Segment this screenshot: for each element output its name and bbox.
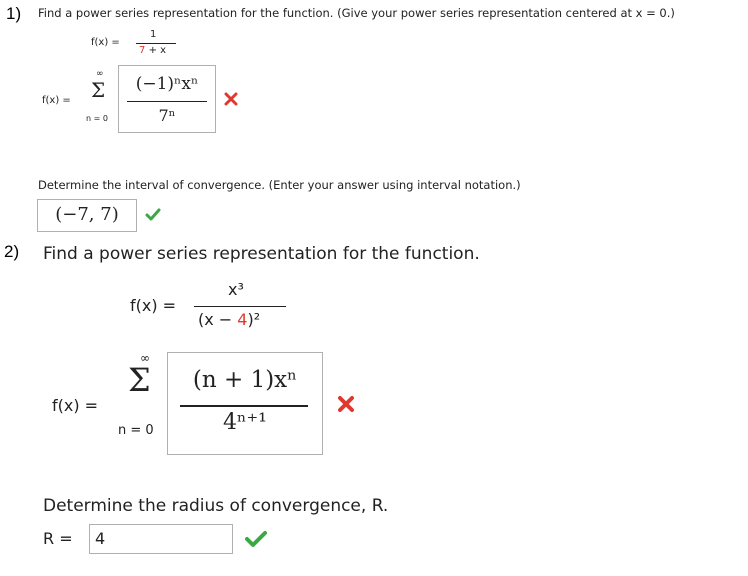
problem-2-number: 2) xyxy=(4,242,20,261)
interval-prompt: Determine the interval of convergence. (Enter your answer using interval notation.) xyxy=(38,178,521,192)
summation-icon: Σ xyxy=(91,78,106,102)
problem-1-series-answer-box[interactable]: (−1)ⁿxⁿ 7ⁿ xyxy=(118,65,216,133)
problem-2-prompt: Find a power series representation for the function. xyxy=(43,244,480,264)
radius-label: R = xyxy=(43,529,73,548)
summation-icon: Σ xyxy=(128,361,151,399)
problem-1-prompt: Find a power series representation for the function. (Give your power series representation centered at x = 0.) xyxy=(38,6,675,20)
radius-prompt: Determine the radius of convergence, R. xyxy=(43,496,389,516)
incorrect-x-icon xyxy=(337,395,355,413)
correct-check-icon xyxy=(145,207,161,221)
correct-check-icon xyxy=(245,530,267,548)
problem-1-number: 1) xyxy=(6,4,22,23)
radius-answer-field[interactable]: 4 xyxy=(89,524,233,554)
problem-2-series-answer-box[interactable]: (n + 1)xⁿ 4ⁿ⁺¹ xyxy=(167,352,323,455)
incorrect-x-icon xyxy=(224,91,238,105)
interval-answer-field[interactable]: (−7, 7) xyxy=(37,199,137,232)
